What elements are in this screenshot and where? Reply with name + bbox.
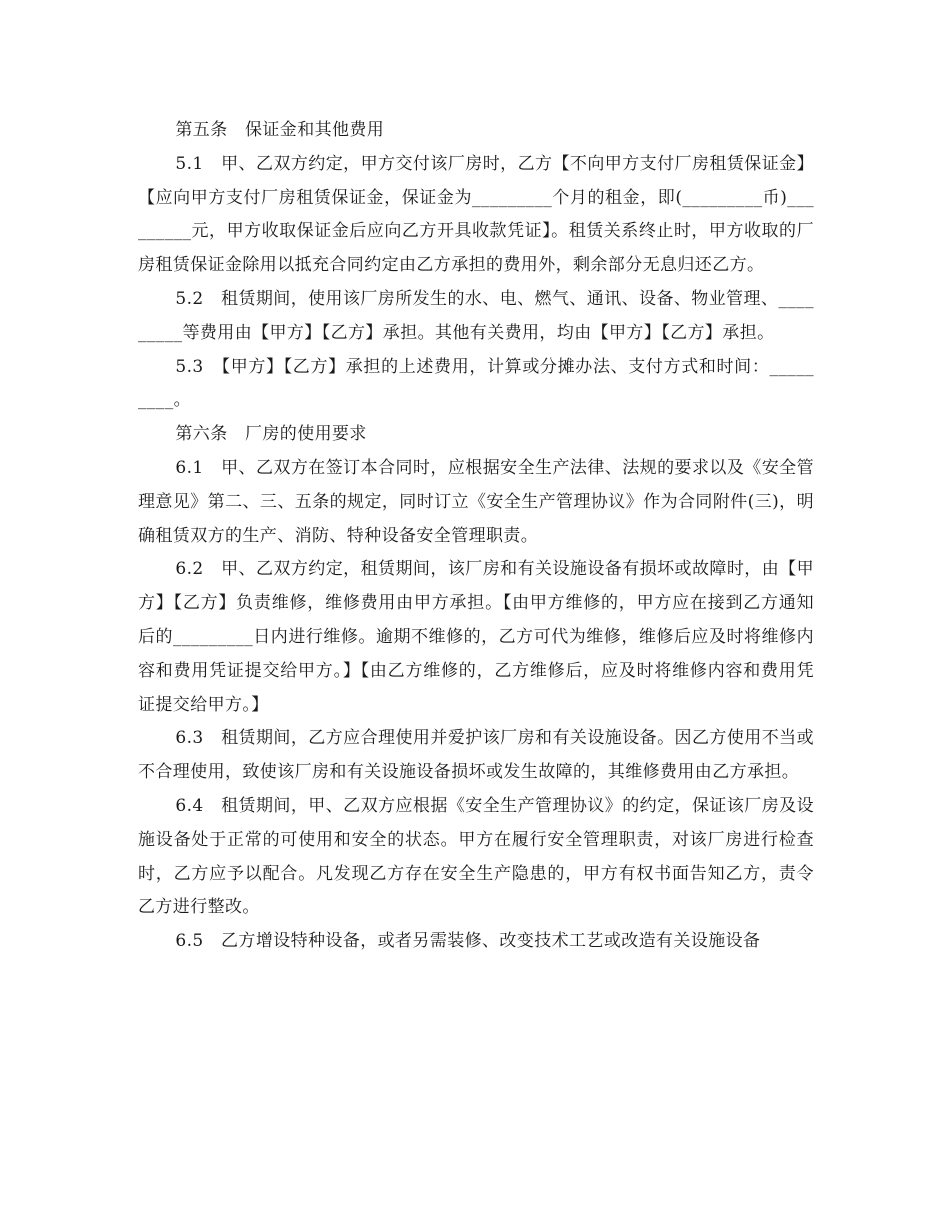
clause-6-4: 6.4 租赁期间，甲、乙双方应根据《安全生产管理协议》的约定，保证该厂房及设施设备处于正常的可使用和安全的状态。甲方在履行安全管理职责，对该厂房进行检查时，乙方应予以配合。凡发现乙方存在安全生产隐患的，甲方有权书面告知乙方，责令乙方进行整改。 [138, 795, 814, 918]
contract-body [138, 114, 814, 959]
clause-6-5: 6.5 乙方增设特种设备，或者另需装修、改变技术工艺或改造有关设施设备 [175, 931, 761, 952]
clause-6-1: 6.1 甲、乙双方在签订本合同时，应根据安全生产法律、法规的要求以及《安全管理意见》第二、三、五条的规定，同时订立《安全生产管理协议》作为合同附件(三)，明确租赁双方的生产、消防、特种设备安全管理职责。 [138, 457, 814, 546]
clause-6-2: 6.2 甲、乙双方约定，租赁期间，该厂房和有关设施设备有损坏或故障时，由【甲方】【乙方】负责维修，维修费用由甲方承担。【由甲方维修的，甲方应在接到乙方通知后的_________日内进行维修。逾期不维修的，乙方可代为维修，维修后应及时将维修内容和费用凭证提交给甲方。】【由乙方维修的，乙方维修后，应及时将维修内容和费用凭证提交给甲方。】 [138, 559, 814, 715]
clause-5-1: 5.1 甲、乙双方约定，甲方交付该厂房时，乙方【不向甲方支付厂房租赁保证金】【应向甲方支付厂房租赁保证金，保证金为_________个月的租金，即(_________币)_________元，甲方收取保证金后应向乙方开具收款凭证】。租赁关系终止时，甲方收取的厂房租赁保证金除用以抵充合同约定由乙方承担的费用外，剩余部分无息归还乙方。 [138, 153, 814, 276]
clause-5-3: 5.3 【甲方】【乙方】承担的上述费用，计算或分摊办法、支付方式和时间：_________。 [138, 356, 814, 411]
clause-6-3: 6.3 租赁期间，乙方应合理使用并爱护该厂房和有关设施设备。因乙方使用不当或不合理使用，致使该厂房和有关设施设备损坏或发生故障的，其维修费用由乙方承担。 [138, 728, 814, 783]
article-5-heading: 第五条 保证金和其他费用 [175, 120, 385, 140]
article-6-heading: 第六条 厂房的使用要求 [175, 424, 367, 445]
clause-5-2: 5.2 租赁期间，使用该厂房所发生的水、电、燃气、通讯、设备、物业管理、_________等费用由【甲方】【乙方】承担。其他有关费用，均由【甲方】【乙方】承担。 [138, 288, 814, 343]
